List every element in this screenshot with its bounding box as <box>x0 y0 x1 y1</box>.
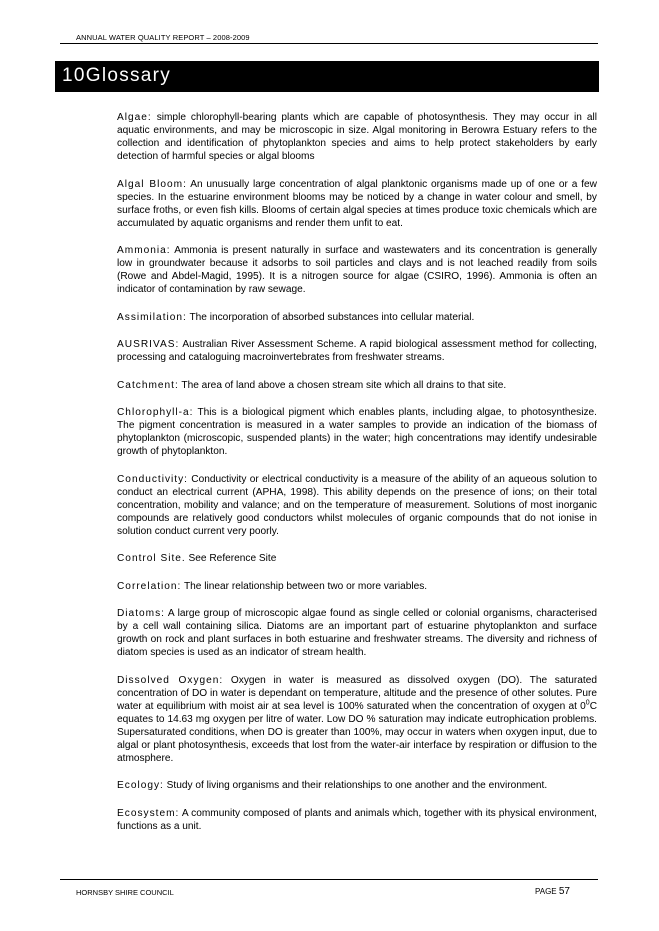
term: Assimilation: <box>117 311 187 323</box>
glossary-entry-ausrivas <box>117 338 597 364</box>
term: Conductivity: <box>117 473 188 485</box>
definition: Ammonia is present naturally in surface and wastewaters and its concentration is generally low in groundwater because it adsorbs to soil particles and clays and is not leached readily from soils (Rowe and Abdel-Magid, 1995). It is a nitrogen source for algae (CSIRO, 1996). Ammonia is often an indicator of contamination by raw sewage. <box>117 245 597 295</box>
term: Correlation: <box>117 580 182 592</box>
term: Algae: <box>117 112 152 123</box>
glossary-entry-dissolved-oxygen <box>117 674 597 765</box>
glossary-entry-control-site <box>117 552 597 565</box>
definition: Australian River Assessment Scheme. A rapid biological assessment method for collecting, processing and cataloguing macroinvertebrates from freshwater streams. <box>117 339 597 363</box>
section-number: 10 <box>62 65 86 86</box>
term: Dissolved Oxygen: <box>117 674 224 686</box>
footer-council: HORNSBY SHIRE COUNCIL <box>76 888 174 897</box>
glossary-entry-ecology <box>117 779 597 792</box>
glossary-entry-conductivity <box>117 473 597 538</box>
definition: Conductivity or electrical conductivity is a measure of the ability of an aqueous solution to conduct an electrical current (APHA, 1998). This ability depends on the presence of ions; on their total concentration, mobility and valance; and on the temperature of measurement. Solutions of most inorganic compounds are relatively good conductors whilst molecules of organic compounds that do not ionise in solution conduct current very poorly. <box>117 473 597 537</box>
definition: The area of land above a chosen stream site which all drains to that site. <box>181 379 507 391</box>
definition-part-1: Oxygen in water is measured as dissolved oxygen (DO). The saturated concentration of DO in water is dependant on temperature, altitude and the presence of other solutes. Pure water at equilibrium with moist air at sea level is 100% saturated when the concentration of oxygen at 0 <box>117 674 597 712</box>
definition: A large group of microscopic algae found as single celled or colonial organisms, characterised by a cell wall containing silica. Diatoms are an important part of estuarine phytoplankton and surface growth on rock and plant surfaces in both estuarine and freshwater streams. The diversity and richness of diatom species is used as an indicator of stream health. <box>117 608 597 658</box>
glossary-entry-diatoms <box>117 607 597 659</box>
glossary-entry-assimilation <box>117 311 597 324</box>
glossary-entry-ammonia <box>117 244 597 296</box>
definition: Study of living organisms and their relationships to one another and the environment. <box>166 780 548 791</box>
section-title <box>62 65 171 87</box>
term: Control Site. <box>117 553 186 564</box>
page-label: PAGE <box>535 887 557 896</box>
superscript: 0 <box>585 699 590 707</box>
term: Ammonia: <box>117 245 171 256</box>
page-header: ANNUAL WATER QUALITY REPORT – 2008-2009 <box>76 33 250 42</box>
term: AUSRIVAS: <box>117 339 180 350</box>
glossary-entry-algal-bloom <box>117 178 597 230</box>
definition: A community composed of plants and animals which, together with its physical environment, functions as a unit. <box>117 807 597 832</box>
section-title-text: Glossary <box>85 65 172 86</box>
term: Diatoms: <box>117 608 165 619</box>
glossary-entry-ecosystem <box>117 807 597 833</box>
footer-page <box>535 886 570 897</box>
glossary-entry-chlorophyll-a <box>117 406 597 458</box>
glossary-entry-correlation <box>117 580 597 593</box>
glossary-list <box>117 111 597 847</box>
definition: This is a biological pigment which enables plants, including algae, to photosynthesize. The pigment concentration is measured in a water samples to provide an indication of the biomass of phytoplankton (microscopic, suspended plants) in the water; high concentrations may identify undesirable growth of phytoplankton. <box>117 407 597 457</box>
term: Catchment: <box>117 379 179 391</box>
term: Algal Bloom: <box>117 178 187 190</box>
definition: The linear relationship between two or more variables. <box>183 580 428 592</box>
definition: The incorporation of absorbed substances into cellular material. <box>189 311 475 323</box>
definition-part-2: C equates to 14.63 mg oxygen per litre of water. Low DO % saturation may indicate eutrophication problems. Supersaturated conditions, when DO is greater than 100%, may occur in waters when oxygen input, due to algal or plant photosynthesis, exceeds that lost from the water-air interface by respiration or diffusion to the atmosphere. <box>117 700 597 764</box>
definition: simple chlorophyll-bearing plants which are capable of photosynthesis. They may occur in all aquatic environments, and may be microscopic in size. Algal monitoring in Berowra Estuary refers to the collection and identification of phytoplankton species and aims to help protect stakeholders by early detection of harmful species or algal blooms <box>117 112 597 162</box>
glossary-entry-algae <box>117 111 597 163</box>
definition: An unusually large concentration of algal planktonic organisms made up of one or a few species. In the estuarine environment blooms may be noticed by a change in water colour and smell, by surface froths, or even fish kills. Blooms of certain algal species at times produce toxic chemicals which are accumulated by aquatic organisms and render them unfit to eat. <box>117 178 597 229</box>
header-rule <box>60 43 598 44</box>
footer-rule <box>60 879 598 880</box>
glossary-entry-catchment <box>117 379 597 392</box>
term: Ecosystem: <box>117 807 180 819</box>
page-number: 57 <box>558 886 570 897</box>
term: Chlorophyll-a: <box>117 407 194 418</box>
term: Ecology: <box>117 780 164 791</box>
definition: See Reference Site <box>188 553 277 564</box>
